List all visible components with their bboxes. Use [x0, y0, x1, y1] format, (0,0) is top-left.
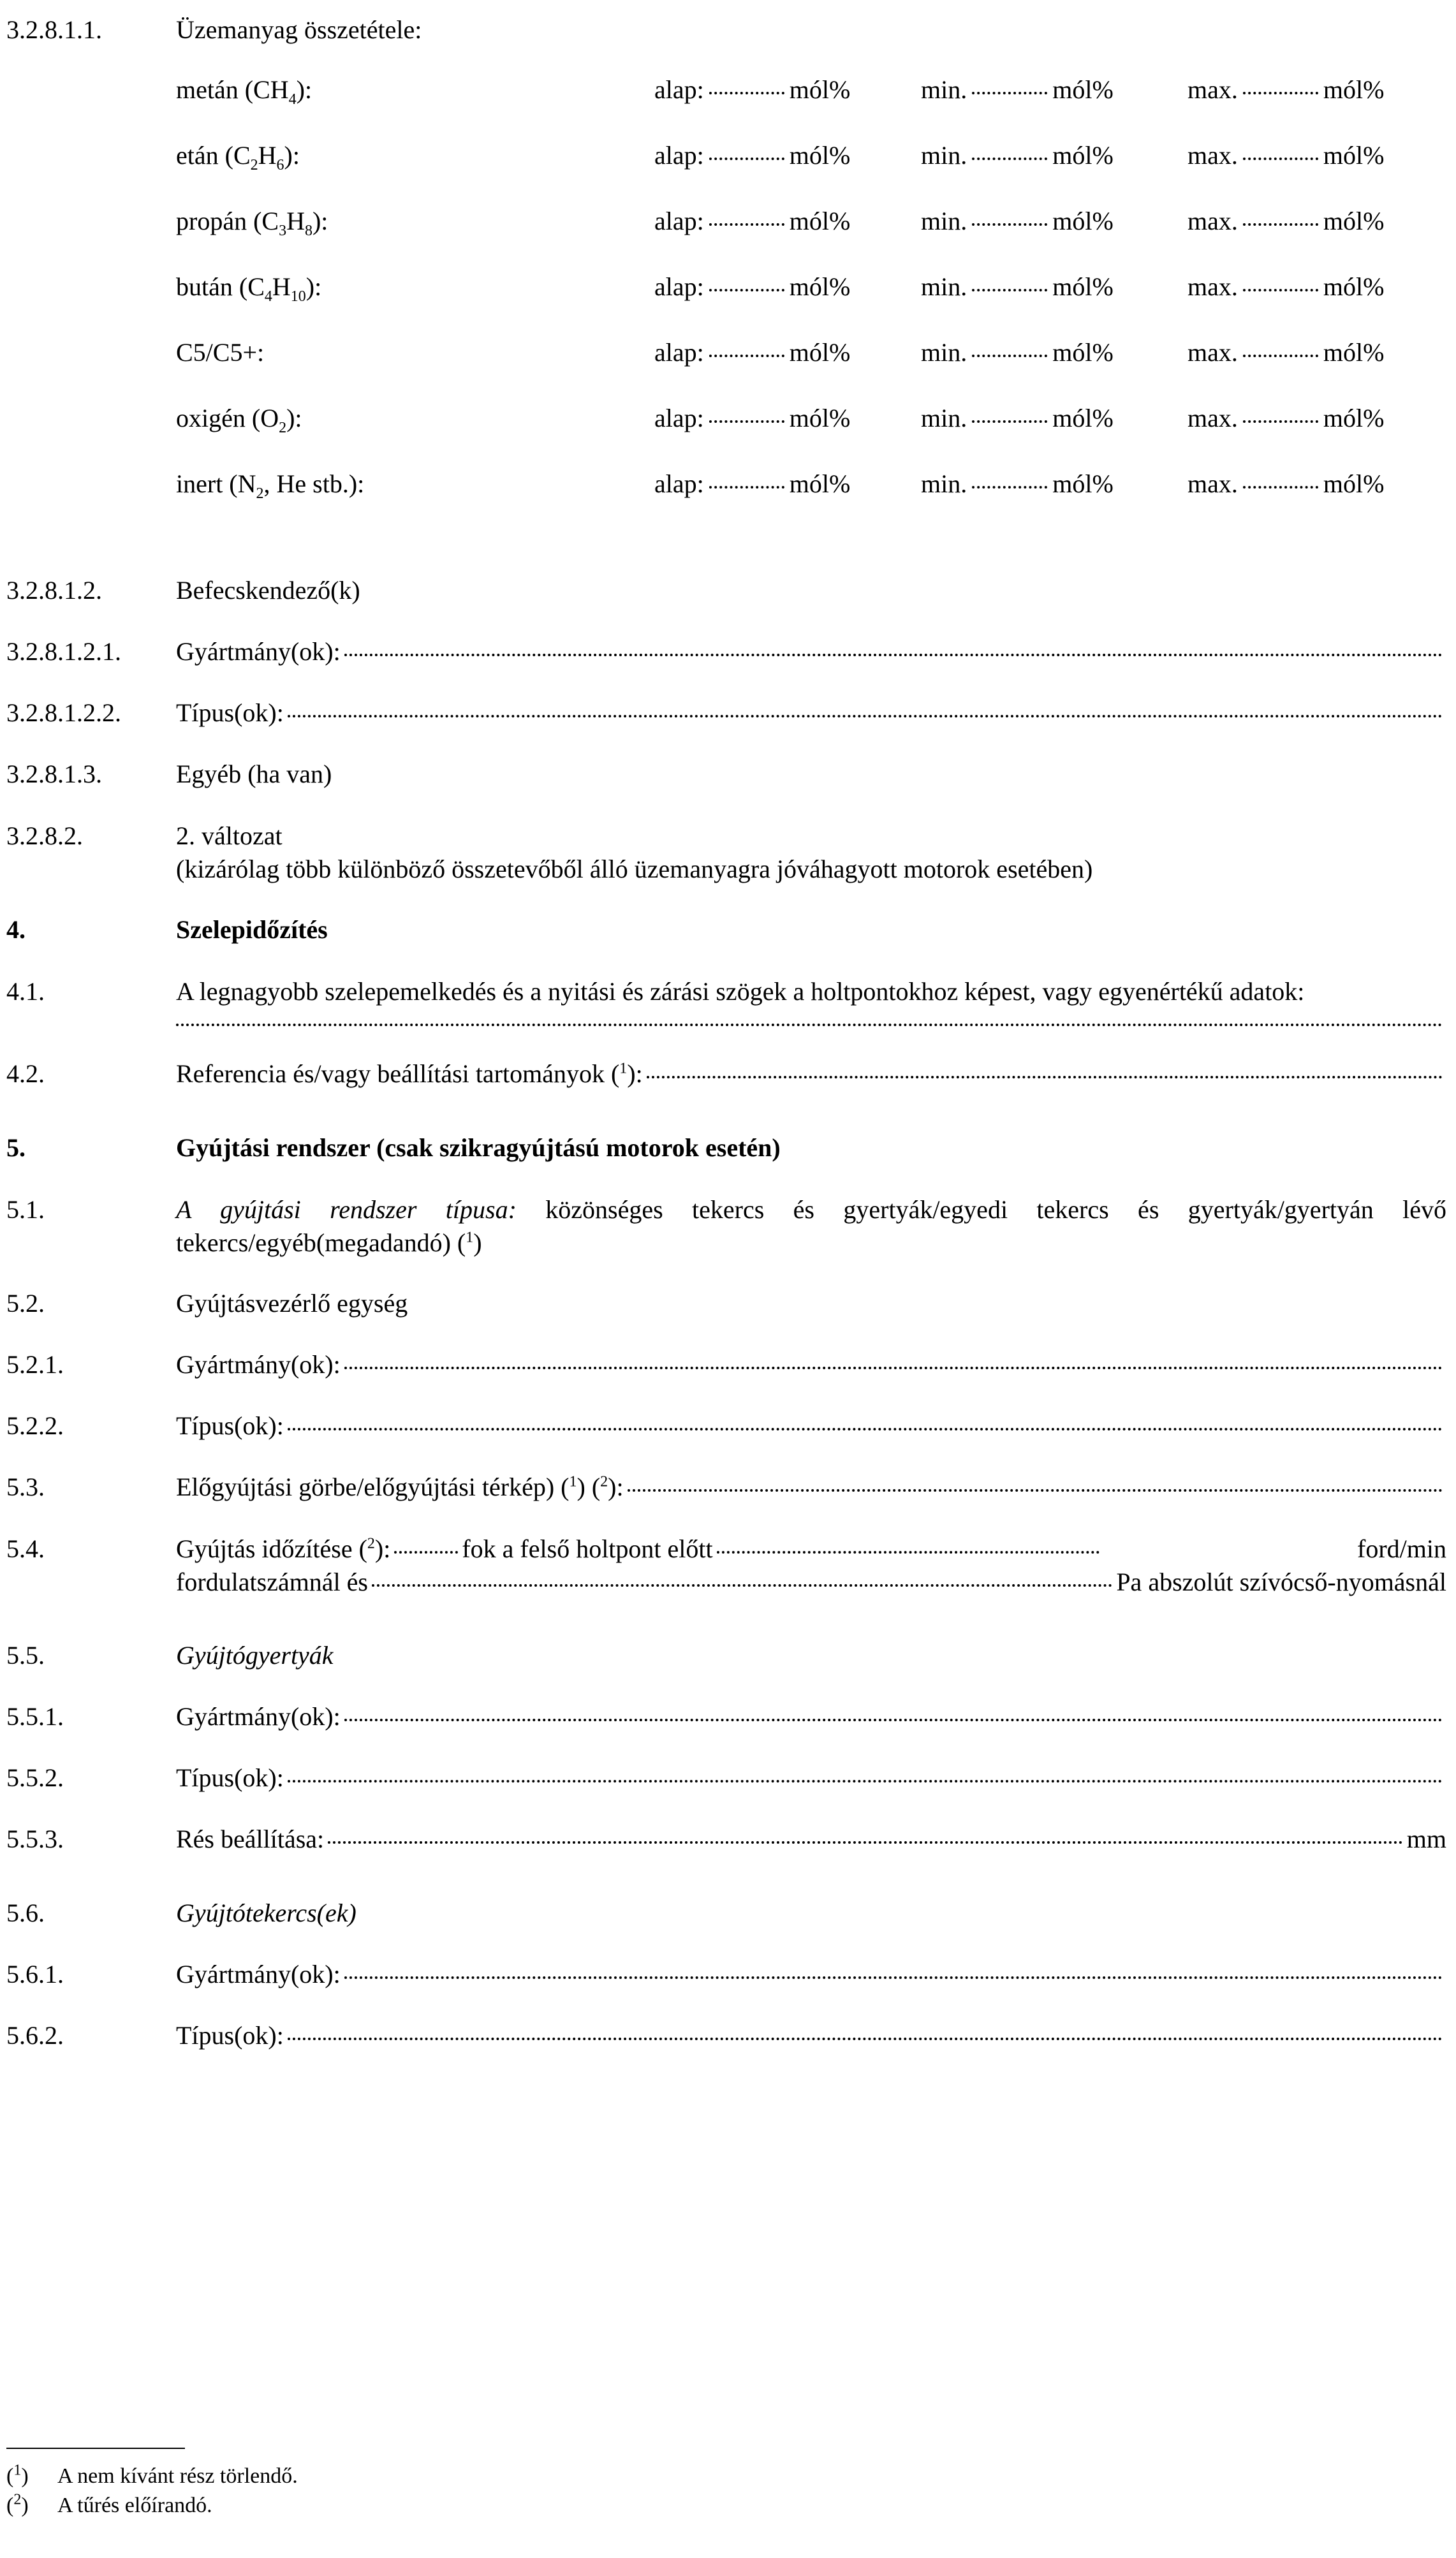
- fill-in-line[interactable]: [1243, 289, 1318, 291]
- fuel-column-label: min.: [921, 404, 967, 432]
- fill-in-line[interactable]: [344, 654, 1443, 656]
- footnote-ref[interactable]: 1: [569, 1473, 577, 1490]
- fuel-column-label: alap:: [654, 404, 704, 432]
- fill-in-line[interactable]: [288, 715, 1443, 717]
- section-text: közönséges tekercs és gyertyák/egyedi tekercs és gyertyák/gyertyán lévő tekercs/egyéb(megadandó) (: [176, 1195, 1446, 1257]
- section-5-2-2: [6, 1410, 1446, 1443]
- section-4-2: [6, 1058, 1446, 1091]
- fuel-component-name: bután $(C_4H_{10})$:: [176, 272, 322, 305]
- footnote-mark: ($^2$): [6, 2491, 29, 2517]
- fill-in-line[interactable]: [344, 1976, 1443, 1979]
- section-text: 2. változat: [176, 821, 283, 850]
- fuel-column-label: min.: [921, 272, 967, 301]
- field-label: Rés beállítása:: [176, 1825, 325, 1853]
- section-number: 5.5.3.: [6, 1825, 64, 1853]
- fill-in-line[interactable]: [1243, 92, 1318, 94]
- unit-label: mól%: [1052, 338, 1114, 367]
- fill-in-line[interactable]: [972, 355, 1047, 357]
- unit-label: mól%: [1052, 404, 1114, 432]
- unit-label: mól%: [789, 404, 851, 432]
- footnote-text: A nem kívánt rész törlendő.: [57, 2464, 298, 2488]
- section-number: 3.2.8.1.2.: [6, 576, 102, 605]
- section-number: 3.2.8.1.3.: [6, 760, 102, 788]
- footnote-text: A tűrés előírandó.: [57, 2493, 212, 2517]
- fuel-min-field: [921, 140, 1188, 172]
- fill-in-line[interactable]: [1243, 420, 1318, 423]
- section-4-1: [6, 975, 1446, 1030]
- fill-in-line[interactable]: [972, 92, 1047, 94]
- field-label: fordulatszámnál és: [176, 1568, 368, 1596]
- section-5-6-2: [6, 2020, 1446, 2053]
- fill-in-line[interactable]: [1243, 355, 1318, 357]
- section-5: [6, 1132, 1446, 1165]
- section-italic-label: A gyújtási rendszer típusa:: [176, 1195, 517, 1224]
- footnote-divider: [6, 2448, 185, 2449]
- section-number: 5.5.1.: [6, 1702, 64, 1731]
- fill-in-line[interactable]: [647, 1076, 1443, 1078]
- fuel-column-label: max.: [1188, 469, 1238, 498]
- section-number: 5.4.: [6, 1534, 45, 1563]
- section-text: Gyújtásvezérlő egység: [176, 1289, 408, 1318]
- fuel-composition-table: [6, 74, 1446, 534]
- section-number: 3.2.8.2.: [6, 821, 83, 850]
- fill-in-line[interactable]: [344, 1719, 1443, 1721]
- fuel-min-field: [921, 205, 1188, 237]
- unit-label: mól%: [1052, 141, 1114, 170]
- section-number: 5.3.: [6, 1473, 45, 1501]
- footnote-1: [6, 2462, 1409, 2491]
- fuel-max-field: [1188, 74, 1436, 106]
- fuel-max-field: [1188, 271, 1436, 303]
- fill-in-line[interactable]: [394, 1551, 458, 1554]
- section-5-1: 5.1. A gyújtási rendszer típusa: közönséges tekercs és gyertyák/egyedi tekercs és gyertyák/gyertyán lévő tekercs/egyéb(megadandó) ($^1$): [6, 1195, 1446, 1257]
- section-3-2-8-2: [6, 820, 1446, 886]
- fuel-column-label: alap:: [654, 207, 704, 235]
- section-text: Gyújtótekercs(ek): [176, 1899, 357, 1927]
- fill-in-line[interactable]: [176, 1024, 1443, 1026]
- unit-label: mól%: [1052, 75, 1114, 104]
- fill-in-line[interactable]: [372, 1584, 1112, 1587]
- fuel-alap-field: [654, 74, 921, 106]
- fuel-column-label: min.: [921, 338, 967, 367]
- fill-in-line[interactable]: [288, 1428, 1443, 1430]
- section-5-5-3: [6, 1823, 1446, 1856]
- fuel-alap-field: [654, 140, 921, 172]
- fuel-min-field: [921, 402, 1188, 434]
- field-label: fok a felső holtpont előtt: [462, 1534, 713, 1563]
- unit-label: mól%: [1323, 469, 1385, 498]
- section-number: 5.1.: [6, 1195, 45, 1224]
- fuel-column-label: max.: [1188, 141, 1238, 170]
- fuel-column-label: max.: [1188, 404, 1238, 432]
- section-number: 5.2.1.: [6, 1350, 64, 1379]
- fuel-column-label: alap:: [654, 272, 704, 301]
- fuel-column-label: alap:: [654, 75, 704, 104]
- unit-label: mm: [1406, 1825, 1446, 1853]
- fuel-column-label: max.: [1188, 75, 1238, 104]
- fuel-max-field: [1188, 337, 1436, 369]
- section-5-3: [6, 1471, 1446, 1504]
- field-label: Típus(ok):: [176, 2021, 284, 2050]
- section-5-5-2: [6, 1762, 1446, 1795]
- fuel-component-name: propán $(C_3H_8)$:: [176, 207, 328, 239]
- fill-in-line[interactable]: [1243, 158, 1318, 160]
- section-number: 5.5.: [6, 1641, 45, 1670]
- unit-label: mól%: [789, 141, 851, 170]
- fuel-max-field: [1188, 140, 1436, 172]
- fill-in-line[interactable]: [972, 486, 1047, 489]
- footnote-ref[interactable]: 1: [619, 1060, 628, 1077]
- unit-label: mól%: [789, 272, 851, 301]
- section-5-4: [6, 1533, 1446, 1599]
- unit-label: mól%: [1323, 272, 1385, 301]
- section-number: 3.2.8.1.2.2.: [6, 698, 121, 727]
- fuel-row: [176, 205, 1446, 271]
- section-5-2: [6, 1288, 1446, 1321]
- section-5-5: [6, 1640, 1446, 1673]
- unit-label: mól%: [789, 207, 851, 235]
- fill-in-line[interactable]: [972, 420, 1047, 423]
- unit-label: ford/min: [1357, 1534, 1446, 1563]
- fuel-row: [176, 74, 1446, 140]
- section-text: Egyéb (ha van): [176, 760, 332, 788]
- fuel-column-label: max.: [1188, 272, 1238, 301]
- fuel-max-field: [1188, 468, 1436, 500]
- unit-label: mól%: [1323, 207, 1385, 235]
- fill-in-line[interactable]: [709, 289, 784, 291]
- unit-label: mól%: [1323, 75, 1385, 104]
- fuel-column-label: min.: [921, 469, 967, 498]
- fuel-min-field: [921, 468, 1188, 500]
- field-label: Referencia és/vagy beállítási tartományok ($^1$):: [176, 1059, 643, 1088]
- section-3-2-8-1-2-2: [6, 697, 1446, 730]
- field-label: Gyártmány(ok):: [176, 1960, 341, 1988]
- fill-in-line[interactable]: [628, 1489, 1443, 1492]
- section-title: Üzemanyag összetétele:: [176, 15, 422, 44]
- section-number: 3.2.8.1.2.1.: [6, 637, 121, 666]
- section-3-2-8-1-2: [6, 575, 1446, 608]
- fuel-row: [176, 271, 1446, 337]
- fuel-row: [176, 337, 1446, 402]
- section-5-2-1: [6, 1349, 1446, 1382]
- fuel-component-name: inert ($N_2$, He stb.):: [176, 469, 365, 502]
- fill-in-line[interactable]: [709, 158, 784, 160]
- field-label: Előgyújtási görbe/előgyújtási térkép) ($^1$) ($^2$):: [176, 1473, 624, 1501]
- fuel-component-name: oxigén $(O_2)$:: [176, 404, 302, 436]
- field-label: Gyártmány(ok):: [176, 1350, 341, 1379]
- section-3-2-8-1-1: [6, 14, 1446, 47]
- section-number: 5.2.: [6, 1289, 45, 1318]
- unit-label: mól%: [789, 75, 851, 104]
- unit-label: mól%: [1052, 469, 1114, 498]
- fill-in-line[interactable]: [709, 355, 784, 357]
- section-number: 5.6.: [6, 1899, 45, 1927]
- footnote-ref[interactable]: 1: [466, 1229, 474, 1246]
- fuel-alap-field: [654, 402, 921, 434]
- unit-label: Pa abszolút szívócső-nyomásnál: [1116, 1568, 1446, 1596]
- field-label: Gyártmány(ok):: [176, 1702, 341, 1731]
- field-label: Típus(ok):: [176, 1763, 284, 1792]
- fill-in-line[interactable]: [1243, 223, 1318, 226]
- section-heading: Szelepidőzítés: [176, 915, 328, 944]
- section-number: 4.: [6, 915, 26, 944]
- unit-label: mól%: [1323, 338, 1385, 367]
- fuel-alap-field: [654, 337, 921, 369]
- fuel-row: [176, 402, 1446, 468]
- fuel-column-label: alap:: [654, 338, 704, 367]
- fill-in-line[interactable]: [709, 420, 784, 423]
- section-5-6-1: [6, 1959, 1446, 1992]
- fill-in-line[interactable]: [328, 1841, 1403, 1844]
- section-number: 4.1.: [6, 977, 45, 1006]
- section-text: Gyújtógyertyák: [176, 1641, 334, 1670]
- fuel-column-label: max.: [1188, 338, 1238, 367]
- section-3-2-8-1-2-1: [6, 636, 1446, 669]
- fuel-column-label: min.: [921, 141, 967, 170]
- section-heading: Gyújtási rendszer (csak szikragyújtású motorok esetén): [176, 1133, 781, 1162]
- section-number: 5.6.1.: [6, 1960, 64, 1988]
- fuel-row: [176, 140, 1446, 205]
- unit-label: mól%: [1323, 141, 1385, 170]
- fuel-column-label: min.: [921, 75, 967, 104]
- fuel-max-field: [1188, 205, 1436, 237]
- fuel-alap-field: [654, 271, 921, 303]
- section-3-2-8-1-3: [6, 758, 1446, 791]
- unit-label: mól%: [1052, 207, 1114, 235]
- fill-in-line[interactable]: [972, 223, 1047, 226]
- fill-in-line[interactable]: [709, 486, 784, 489]
- section-text: A legnagyobb szelepemelkedés és a nyitási és zárási szögek a holtpontokhoz képest, vagy egyenértékű adatok:: [176, 977, 1305, 1006]
- fill-in-line[interactable]: [1243, 486, 1318, 489]
- fuel-min-field: [921, 271, 1188, 303]
- section-number: 5.6.2.: [6, 2021, 64, 2050]
- fill-in-line[interactable]: [709, 223, 784, 226]
- section-number: 5.2.2.: [6, 1411, 64, 1440]
- fuel-component-name: C5/C5+:: [176, 338, 265, 367]
- fuel-min-field: [921, 74, 1188, 106]
- fuel-alap-field: [654, 468, 921, 500]
- unit-label: mól%: [1052, 272, 1114, 301]
- fuel-alap-field: [654, 205, 921, 237]
- fuel-column-label: alap:: [654, 469, 704, 498]
- fill-in-line[interactable]: [709, 92, 784, 94]
- section-subtext: (kizárólag több különböző összetevőből álló üzemanyagra jóváhagyott motorok esetében): [176, 855, 1093, 883]
- fill-in-line[interactable]: [344, 1367, 1443, 1369]
- fuel-row: [176, 468, 1446, 534]
- fuel-min-field: [921, 337, 1188, 369]
- footnote-ref[interactable]: 2: [367, 1535, 375, 1552]
- section-number: 5.: [6, 1133, 26, 1162]
- fill-in-line[interactable]: [288, 1780, 1443, 1783]
- fill-in-line[interactable]: [717, 1551, 1099, 1554]
- section-5-5-1: [6, 1701, 1446, 1734]
- fill-in-line[interactable]: [972, 289, 1047, 291]
- unit-label: mól%: [1323, 404, 1385, 432]
- fuel-max-field: [1188, 402, 1436, 434]
- fuel-column-label: alap:: [654, 141, 704, 170]
- section-number: 3.2.8.1.1.: [6, 15, 102, 44]
- field-label: Típus(ok):: [176, 698, 284, 727]
- section-text: Befecskendező(k): [176, 576, 360, 605]
- section-4: [6, 914, 1446, 947]
- fuel-column-label: max.: [1188, 207, 1238, 235]
- fuel-component-name: metán $(CH_4)$:: [176, 75, 313, 108]
- fuel-component-name: etán $(C_2H_6)$:: [176, 141, 300, 173]
- footnote-mark: ($^1$): [6, 2462, 29, 2488]
- section-5-6: [6, 1897, 1446, 1930]
- section-number: 5.5.2.: [6, 1763, 64, 1792]
- fill-in-line[interactable]: [288, 2038, 1443, 2040]
- field-label: Típus(ok):: [176, 1411, 284, 1440]
- footnotes: [6, 2448, 1409, 2520]
- fuel-column-label: min.: [921, 207, 967, 235]
- unit-label: mól%: [789, 469, 851, 498]
- footnote-2: [6, 2491, 1409, 2520]
- field-label: Gyártmány(ok):: [176, 637, 341, 666]
- field-label: Gyújtás időzítése ($^2$):: [176, 1534, 391, 1563]
- footnote-ref[interactable]: 2: [600, 1473, 608, 1490]
- fill-in-line[interactable]: [972, 158, 1047, 160]
- section-number: 4.2.: [6, 1059, 45, 1088]
- unit-label: mól%: [789, 338, 851, 367]
